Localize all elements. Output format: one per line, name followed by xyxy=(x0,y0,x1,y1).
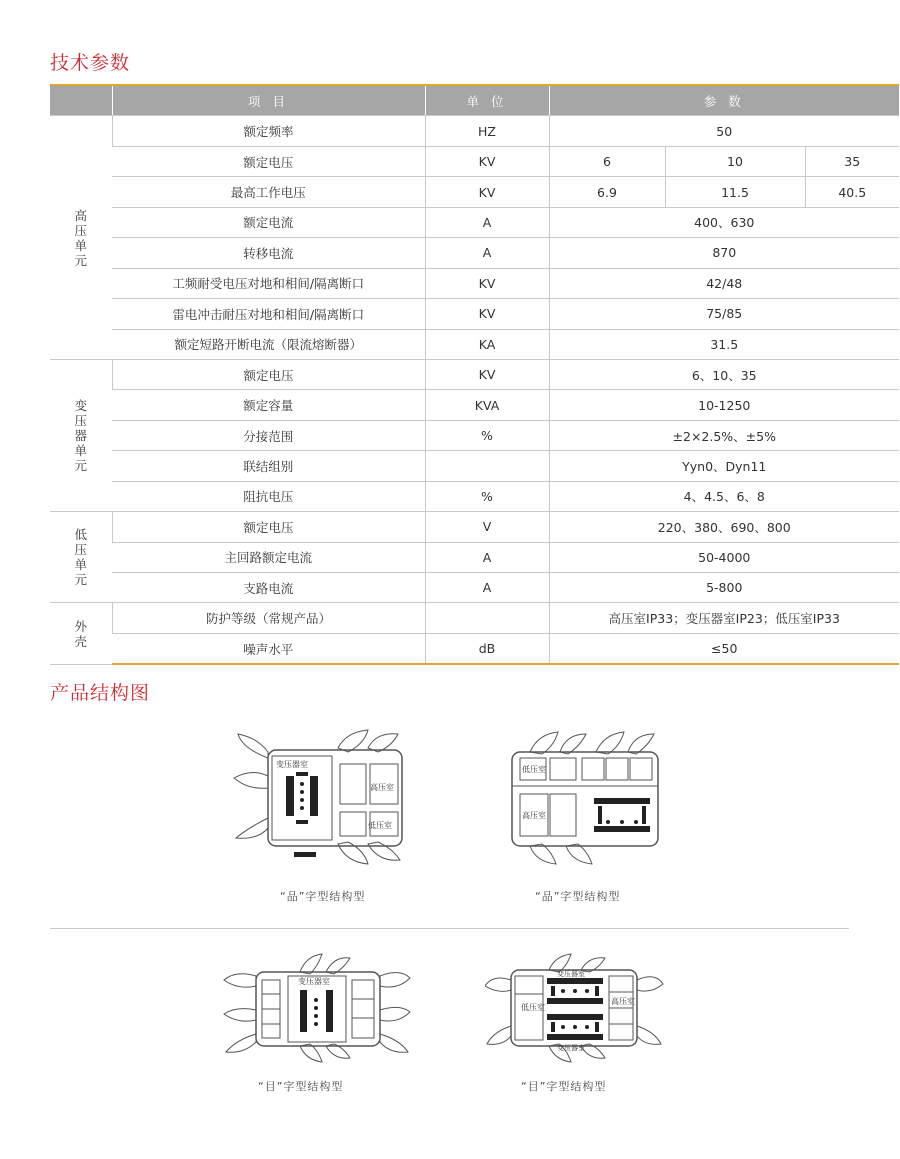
unit-cell: dB xyxy=(425,633,549,664)
table-row xyxy=(50,603,899,633)
value-cell: 75/85 xyxy=(549,299,899,329)
value-cell: 35 xyxy=(805,146,899,176)
value-cell: Yyn0、Dyn11 xyxy=(549,451,899,481)
item-cell: 最高工作电压 xyxy=(112,177,425,207)
unit-cell: HZ xyxy=(425,116,549,146)
structure-diagram-2 xyxy=(500,728,670,868)
header-params: 参 数 xyxy=(549,85,899,116)
unit-cell: % xyxy=(425,481,549,511)
item-cell: 分接范围 xyxy=(112,420,425,450)
spec-table xyxy=(50,84,899,665)
item-cell: 额定频率 xyxy=(112,116,425,146)
item-cell: 额定电压 xyxy=(112,359,425,389)
group-label-text: 外壳 xyxy=(74,618,87,649)
group-label-text: 高压单元 xyxy=(74,207,87,268)
unit-cell: A xyxy=(425,238,549,268)
value-cell: 50-4000 xyxy=(549,542,899,572)
value-cell: 10 xyxy=(665,146,805,176)
unit-cell: KVA xyxy=(425,390,549,420)
unit-cell: V xyxy=(425,512,549,542)
fig2-label-lv-room: 低压室 xyxy=(522,765,546,774)
table-row xyxy=(50,542,899,572)
value-cell: 6、10、35 xyxy=(549,359,899,389)
table-row xyxy=(50,329,899,359)
table-row xyxy=(50,299,899,329)
structure-diagram-4 xyxy=(485,950,665,1065)
unit-cell: A xyxy=(425,207,549,237)
fig1-label-transformer-room: 变压器室 xyxy=(276,760,308,769)
item-cell: 联结组别 xyxy=(112,451,425,481)
unit-cell: KV xyxy=(425,146,549,176)
value-cell: 6 xyxy=(549,146,665,176)
group-label-text: 低压单元 xyxy=(74,527,87,588)
group-label xyxy=(50,512,112,603)
table-row xyxy=(50,420,899,450)
table-row xyxy=(50,512,899,542)
group-label xyxy=(50,603,112,664)
fig4-label-lv-room: 低压室 xyxy=(521,1003,545,1012)
unit-cell: KV xyxy=(425,268,549,298)
unit-cell: % xyxy=(425,420,549,450)
group-label xyxy=(50,359,112,511)
header-item: 项 目 xyxy=(112,85,425,116)
unit-cell: A xyxy=(425,573,549,603)
value-cell: 31.5 xyxy=(549,329,899,359)
value-cell: 6.9 xyxy=(549,177,665,207)
item-cell: 额定电流 xyxy=(112,207,425,237)
structure-diagram-1 xyxy=(228,728,413,868)
figure-divider xyxy=(50,928,849,929)
value-cell: ±2×2.5%、±5% xyxy=(549,420,899,450)
value-cell: 5-800 xyxy=(549,573,899,603)
table-row xyxy=(50,359,899,389)
fig4-label-transformer-room-top: 变压器室 xyxy=(557,970,585,978)
group-label xyxy=(50,116,112,360)
item-cell: 阻抗电压 xyxy=(112,481,425,511)
table-row xyxy=(50,633,899,664)
fig1-caption: “品”字型结构型 xyxy=(280,890,366,903)
table-row xyxy=(50,238,899,268)
item-cell: 额定短路开断电流（限流熔断器） xyxy=(112,329,425,359)
section-title-tech-params: 技术参数 xyxy=(50,52,131,74)
fig4-label-hv-room: 高压室 xyxy=(611,997,635,1006)
value-cell: 10-1250 xyxy=(549,390,899,420)
item-cell: 转移电流 xyxy=(112,238,425,268)
item-cell: 支路电流 xyxy=(112,573,425,603)
item-cell: 工频耐受电压对地和相间/隔离断口 xyxy=(112,268,425,298)
fig1-label-hv-room: 高压室 xyxy=(370,783,394,792)
fig2-caption: “品”字型结构型 xyxy=(535,890,621,903)
unit-cell: A xyxy=(425,542,549,572)
fig2-label-hv-room: 高压室 xyxy=(522,811,546,820)
table-row xyxy=(50,481,899,511)
group-label-text: 变压器单元 xyxy=(74,398,87,474)
table-row xyxy=(50,451,899,481)
item-cell: 额定电压 xyxy=(112,146,425,176)
table-row xyxy=(50,146,899,176)
table-row xyxy=(50,207,899,237)
value-cell: 870 xyxy=(549,238,899,268)
fig1-label-lv-room: 低压室 xyxy=(368,821,392,830)
fig4-caption: “目”字型结构型 xyxy=(521,1080,607,1093)
fig4-label-transformer-room-bottom: 变压器室 xyxy=(557,1044,585,1052)
unit-cell: KV xyxy=(425,177,549,207)
unit-cell xyxy=(425,451,549,481)
value-cell: 11.5 xyxy=(665,177,805,207)
value-cell: ≤50 xyxy=(549,633,899,664)
unit-cell: KV xyxy=(425,299,549,329)
item-cell: 额定电压 xyxy=(112,512,425,542)
table-row xyxy=(50,177,899,207)
value-cell: 400、630 xyxy=(549,207,899,237)
item-cell: 噪声水平 xyxy=(112,633,425,664)
item-cell: 额定容量 xyxy=(112,390,425,420)
fig3-label-transformer-room: 变压器室 xyxy=(298,977,330,986)
unit-cell: KA xyxy=(425,329,549,359)
value-cell: 40.5 xyxy=(805,177,899,207)
table-row xyxy=(50,390,899,420)
header-unit: 单 位 xyxy=(425,85,549,116)
item-cell: 防护等级（常规产品） xyxy=(112,603,425,633)
table-row xyxy=(50,268,899,298)
unit-cell: KV xyxy=(425,359,549,389)
value-cell: 42/48 xyxy=(549,268,899,298)
section-title-structure: 产品结构图 xyxy=(50,682,151,704)
structure-diagram-3 xyxy=(222,950,412,1065)
fig3-caption: “目”字型结构型 xyxy=(258,1080,344,1093)
header-blank xyxy=(50,85,112,116)
item-cell: 主回路额定电流 xyxy=(112,542,425,572)
table-row xyxy=(50,573,899,603)
value-cell: 高压室IP33；变压器室IP23；低压室IP33 xyxy=(549,603,899,633)
value-cell: 220、380、690、800 xyxy=(549,512,899,542)
table-header-row xyxy=(50,85,899,116)
unit-cell xyxy=(425,603,549,633)
value-cell: 50 xyxy=(549,116,899,146)
value-cell: 4、4.5、6、8 xyxy=(549,481,899,511)
table-row xyxy=(50,116,899,146)
item-cell: 雷电冲击耐压对地和相间/隔离断口 xyxy=(112,299,425,329)
